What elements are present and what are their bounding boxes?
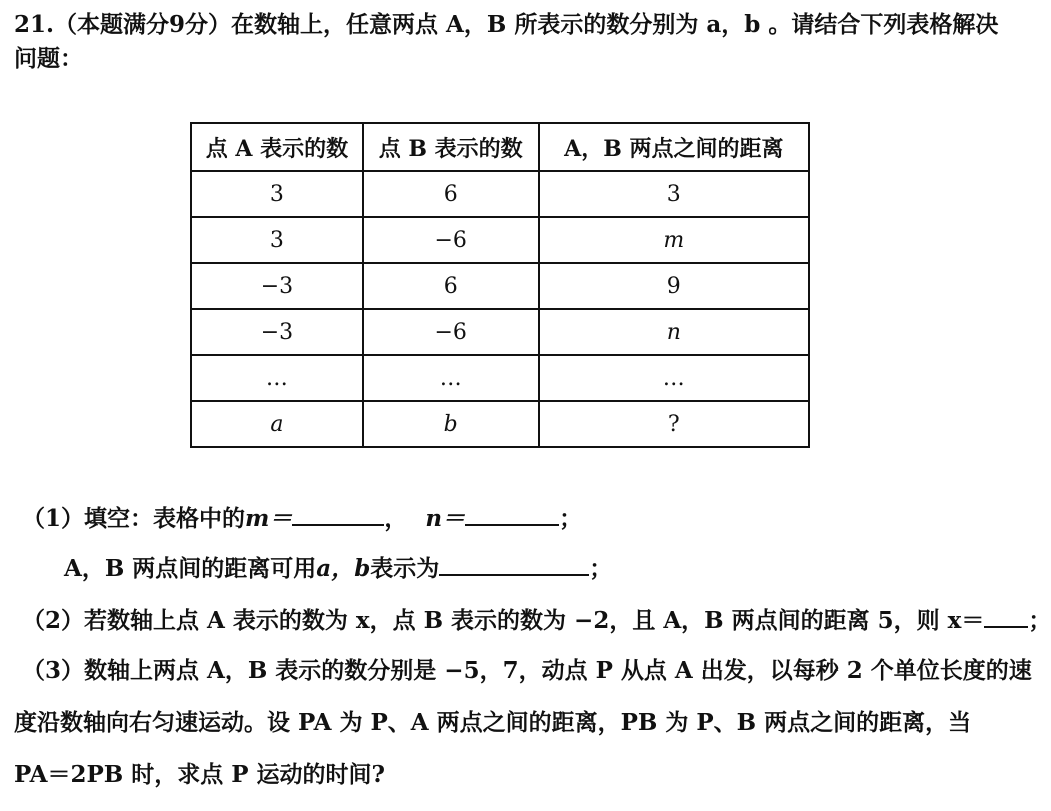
q1-line2-end: ；: [589, 555, 613, 582]
q3-line-1: （3）数轴上两点 A，B 表示的数分别是 −5，7，动点 P 从点 A 出发，以每秒 2 个单位长度的速: [22, 657, 1032, 684]
header-point-b: 点 B 表示的数: [363, 123, 539, 171]
cell-a: 3: [191, 217, 363, 263]
q1-m-label: m＝: [245, 505, 293, 532]
cell-b: −6: [363, 217, 539, 263]
q2-text: （2）若数轴上点 A 表示的数为 x，点 B 表示的数为 −2，且 A，B 两点间的距离 5，则 x＝: [22, 607, 985, 634]
question-intro-line-1: 21.（本题满分9分）在数轴上，任意两点 A，B 所表示的数分别为 a，b 。请结合下列表格解决: [14, 11, 999, 38]
answer-blank-x[interactable]: [984, 604, 1028, 628]
cell-b: −6: [363, 309, 539, 355]
table-row: [191, 171, 809, 217]
cell-distance: m: [539, 217, 809, 263]
cell-distance: …: [539, 355, 809, 401]
cell-a: a: [191, 401, 363, 447]
table-row: [191, 355, 809, 401]
cell-a: −3: [191, 263, 363, 309]
answer-blank-m[interactable]: [292, 502, 384, 526]
q1-line-2: [64, 552, 612, 584]
cell-distance: 9: [539, 263, 809, 309]
table-header-row: [191, 123, 809, 171]
question-intro-line-2: 问题：: [14, 45, 83, 72]
cell-b: 6: [363, 171, 539, 217]
q1-line2-text: 表示为: [370, 555, 440, 582]
header-distance: A，B 两点之间的距离: [539, 123, 809, 171]
q1-prefix: （1）填空：表格中的: [22, 505, 246, 532]
table-row: [191, 263, 809, 309]
q1-line2-vars: a，b: [316, 555, 371, 582]
answer-blank-expression[interactable]: [439, 552, 589, 576]
table-row: [191, 217, 809, 263]
cell-distance: 3: [539, 171, 809, 217]
cell-distance: n: [539, 309, 809, 355]
cell-b: 6: [363, 263, 539, 309]
cell-a: 3: [191, 171, 363, 217]
header-point-a: 点 A 表示的数: [191, 123, 363, 171]
answer-blank-n[interactable]: [465, 502, 559, 526]
cell-a: −3: [191, 309, 363, 355]
q2-line: [22, 604, 1051, 636]
q2-end: ；: [1028, 607, 1051, 634]
q1-end: ；: [559, 505, 583, 532]
q3-line-3: PA＝2PB 时，求点 P 运动的时间?: [14, 761, 385, 788]
q1-n-label: n＝: [425, 505, 466, 532]
q1-line-1: [22, 502, 582, 534]
distance-table: [190, 122, 810, 448]
q3-line-2: 度沿数轴向右匀速运动。设 PA 为 P、A 两点之间的距离，PB 为 P、B 两点之间的距离，当: [14, 709, 972, 736]
cell-a: …: [191, 355, 363, 401]
cell-b: …: [363, 355, 539, 401]
q1-sep: ，: [384, 505, 408, 532]
cell-distance: ?: [539, 401, 809, 447]
table-row: [191, 309, 809, 355]
q1-line2-prefix: A，B 两点间的距离可用: [64, 555, 317, 582]
table-row: [191, 401, 809, 447]
cell-b: b: [363, 401, 539, 447]
